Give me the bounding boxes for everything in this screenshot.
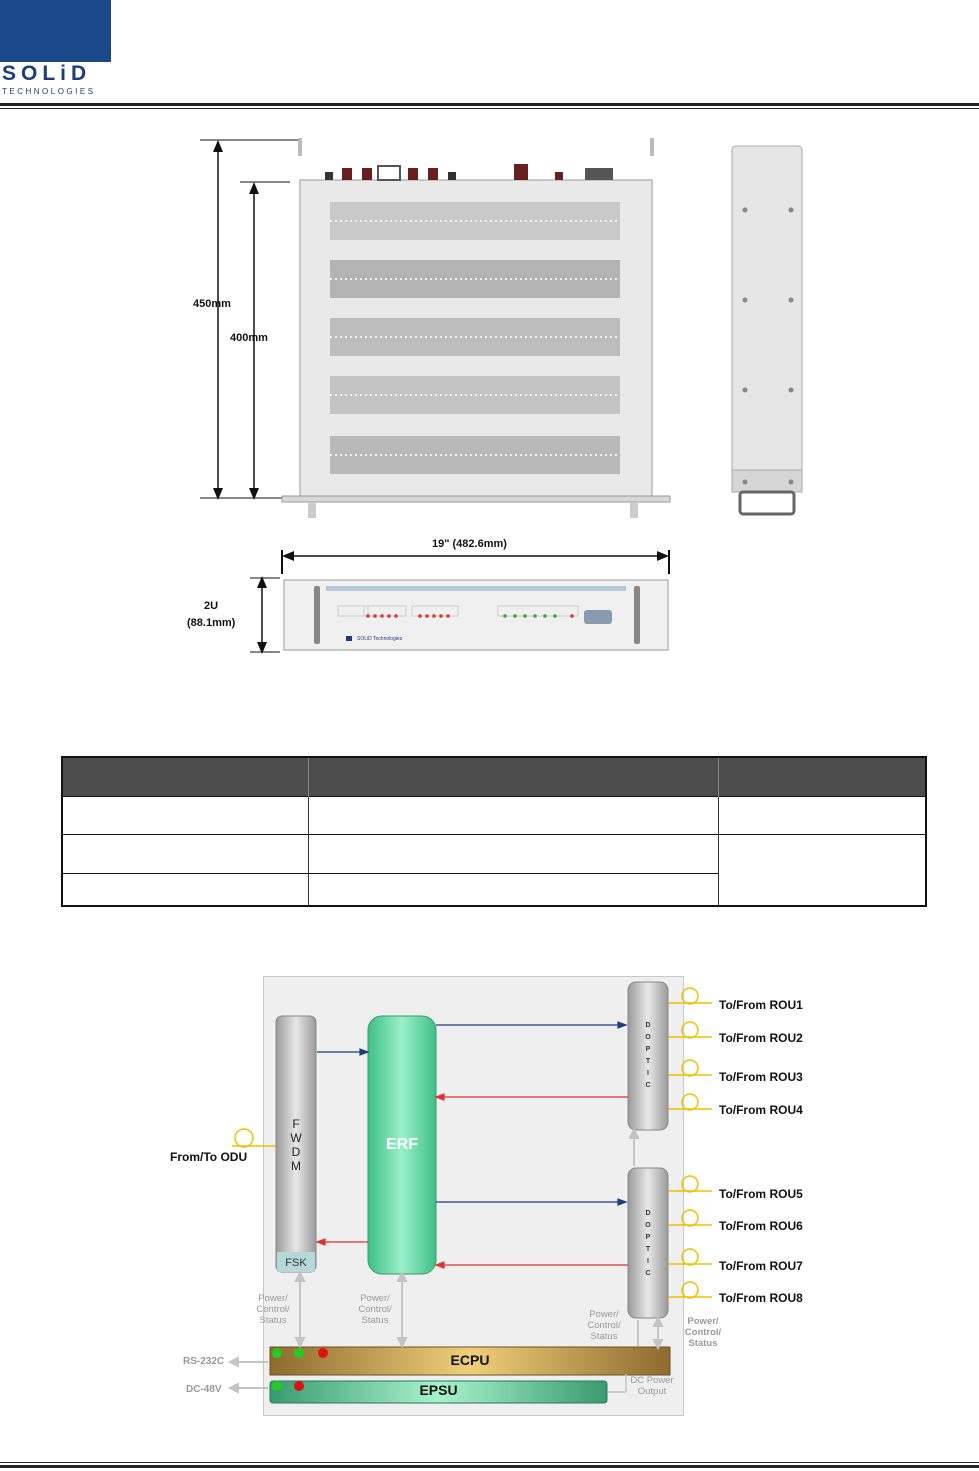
header-rule bbox=[0, 103, 979, 106]
pcs-line: Power/ bbox=[589, 1309, 619, 1320]
pcs-line: Power/ bbox=[360, 1293, 390, 1304]
pcs-line: Control/ bbox=[256, 1304, 290, 1315]
pcs-line: Control/ bbox=[587, 1320, 621, 1331]
height-450-label: 450mm bbox=[193, 298, 231, 310]
doptic-label-bottom bbox=[638, 1208, 658, 1280]
header-rule-thin bbox=[0, 108, 979, 109]
doptic-letter: C bbox=[645, 1082, 651, 1089]
fwdm-label bbox=[286, 1117, 306, 1173]
company-logo bbox=[0, 0, 111, 62]
fwdm-letter: W bbox=[290, 1131, 302, 1145]
logo-subtitle: TECHNOLOGIES bbox=[2, 87, 96, 96]
logo-wordmark: SOLiD bbox=[2, 62, 92, 85]
pcs-line: Control/ bbox=[684, 1327, 722, 1338]
doptic-letter: O bbox=[645, 1222, 651, 1229]
ecpu-label: ECPU bbox=[450, 1352, 490, 1368]
doptic-letter: C bbox=[645, 1270, 651, 1277]
rou-port-label: To/From ROU8 bbox=[719, 1291, 803, 1305]
table-header-cell bbox=[309, 758, 719, 797]
power-control-status-label bbox=[676, 1316, 730, 1349]
doptic-letter: P bbox=[645, 1046, 651, 1053]
fwdm-letter: D bbox=[291, 1145, 301, 1159]
doptic-letter: T bbox=[645, 1246, 651, 1253]
doptic-label-top bbox=[638, 1020, 658, 1092]
dc48v-label: DC-48V bbox=[186, 1384, 222, 1395]
doptic-letter: P bbox=[645, 1234, 651, 1241]
table-cell bbox=[309, 797, 719, 835]
chassis-top-view bbox=[180, 130, 820, 530]
odu-port-label: From/To ODU bbox=[170, 1150, 248, 1164]
dc-output-line: DC Power bbox=[630, 1375, 674, 1386]
pcs-line: Status bbox=[259, 1315, 287, 1326]
doptic-letter: I bbox=[647, 1258, 649, 1265]
pcs-line: Status bbox=[361, 1315, 389, 1326]
table-row bbox=[63, 835, 925, 873]
table-header-row bbox=[63, 758, 925, 797]
table-header-cell bbox=[719, 758, 926, 797]
chassis-front-view bbox=[180, 540, 700, 660]
fiber-loop-odu bbox=[235, 1129, 253, 1147]
pcs-line: Power/ bbox=[258, 1293, 288, 1304]
table-cell bbox=[719, 797, 926, 835]
fwdm-letter: M bbox=[291, 1159, 301, 1173]
fwdm-letter: F bbox=[292, 1117, 300, 1131]
pcs-line: Control/ bbox=[358, 1304, 392, 1315]
table-header-cell bbox=[63, 758, 309, 797]
rou-port-label: To/From ROU4 bbox=[719, 1103, 803, 1117]
chassis-side-view bbox=[732, 146, 802, 492]
footer-rule-thin bbox=[0, 1462, 979, 1463]
height-400-label: 400mm bbox=[230, 332, 268, 344]
dc-output-line: Output bbox=[637, 1386, 667, 1397]
table-cell bbox=[309, 835, 719, 873]
doptic-letter: T bbox=[645, 1058, 651, 1065]
rou-port-label: To/From ROU2 bbox=[719, 1031, 803, 1045]
width-label: 19" (482.6mm) bbox=[432, 538, 507, 550]
fsk-label: FSK bbox=[285, 1257, 307, 1269]
table-cell bbox=[719, 835, 926, 905]
doptic-letter: O bbox=[645, 1034, 651, 1041]
doptic-letter: I bbox=[647, 1070, 649, 1077]
rack-units-label: 2U bbox=[204, 600, 219, 612]
footer-rule bbox=[0, 1465, 979, 1468]
rou-port-label: To/From ROU5 bbox=[719, 1187, 803, 1201]
pcs-line: Power/ bbox=[687, 1316, 719, 1327]
spec-table bbox=[61, 756, 927, 907]
doptic-letter: D bbox=[645, 1210, 651, 1217]
epsu-label: EPSU bbox=[419, 1382, 458, 1398]
rou-port-label: To/From ROU7 bbox=[719, 1259, 803, 1273]
table-cell bbox=[63, 835, 309, 873]
rs232c-label: RS-232C bbox=[183, 1356, 225, 1367]
rou-port-label: To/From ROU1 bbox=[719, 998, 803, 1012]
power-control-status-label bbox=[350, 1293, 400, 1326]
doptic-letter: D bbox=[645, 1022, 651, 1029]
rou-port-label: To/From ROU3 bbox=[719, 1070, 803, 1084]
table-row bbox=[63, 797, 925, 835]
table-cell bbox=[63, 873, 309, 905]
rack-height-label: (88.1mm) bbox=[187, 617, 236, 629]
erf-label: ERF bbox=[386, 1136, 418, 1153]
front-panel-brand: SOLiD Technologies bbox=[357, 636, 403, 642]
pcs-line: Status bbox=[688, 1338, 718, 1349]
table-cell bbox=[309, 873, 719, 905]
table-cell bbox=[63, 797, 309, 835]
rou-port-label: To/From ROU6 bbox=[719, 1219, 803, 1233]
pcs-line: Status bbox=[590, 1331, 618, 1342]
dc-power-output-label bbox=[624, 1375, 680, 1397]
power-control-status-label bbox=[248, 1293, 298, 1326]
power-control-status-label bbox=[578, 1309, 630, 1342]
